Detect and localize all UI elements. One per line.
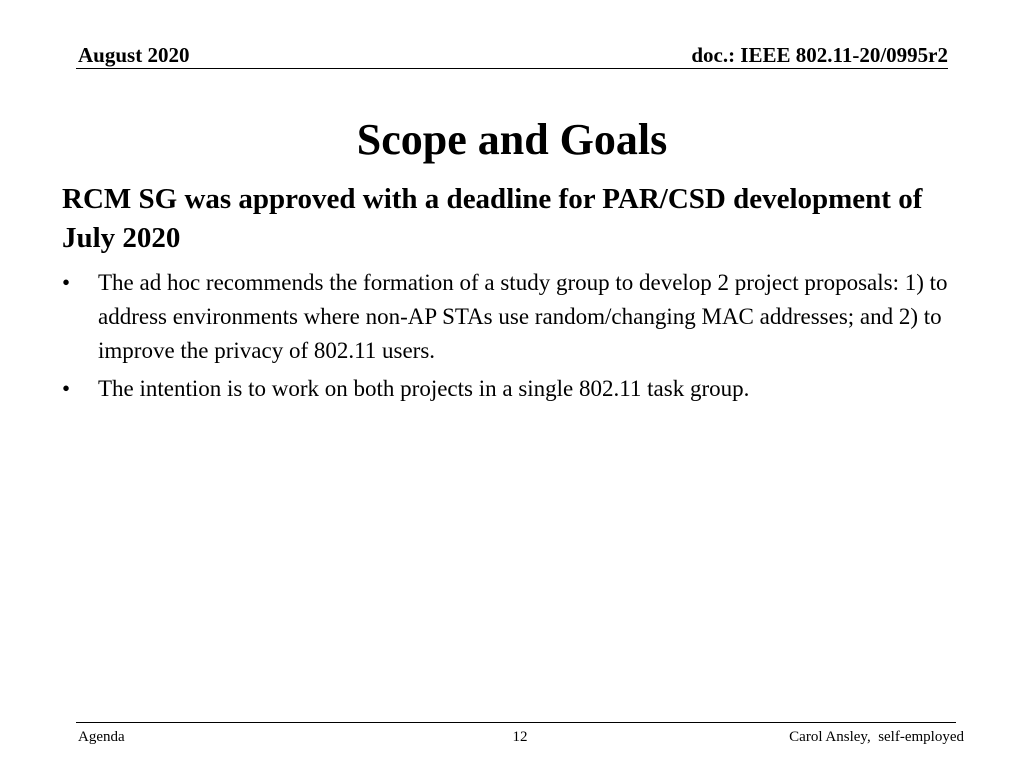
bullet-list: [62, 266, 962, 410]
bullet-dot-icon: •: [62, 270, 71, 295]
bullet-item: [62, 372, 962, 406]
footer-divider: [76, 722, 956, 723]
slide-subheading: RCM SG was approved with a deadline for PAR/CSD development of July 2020: [62, 183, 923, 254]
bullet-dot-icon: •: [62, 376, 71, 401]
bullet-text: The ad hoc recommends the formation of a study group to develop 2 project proposals: 1) to address environments where non-AP STAs use random/changing MAC addresses; and 2) to improve the privacy of 802.11 users.: [98, 270, 948, 363]
header-date: August 2020: [78, 43, 190, 67]
slide-title: Scope and Goals: [356, 115, 668, 164]
bullet-text: The intention is to work on both projects in a single 802.11 task group.: [98, 376, 750, 401]
header-doc-id: doc.: IEEE 802.11-20/0995r2: [691, 43, 948, 67]
bullet-item: [62, 266, 962, 368]
footer-page-number: 12: [512, 729, 528, 745]
footer-section: Agenda: [78, 729, 125, 745]
footer-author: Carol Ansley, self-employed: [789, 729, 964, 745]
header-divider: [76, 68, 948, 69]
